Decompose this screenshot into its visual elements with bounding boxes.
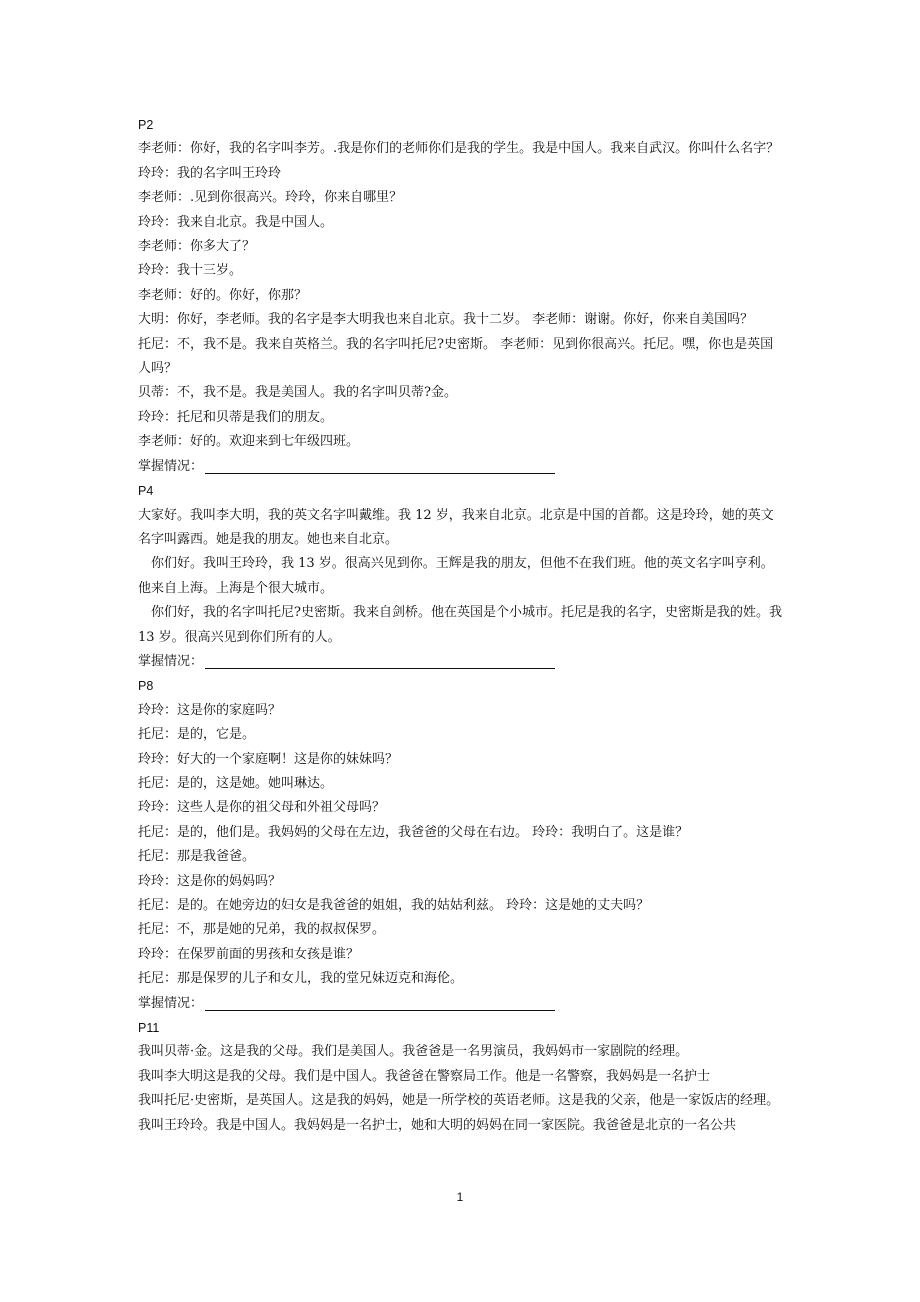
mastery-label: 掌握情况： [138, 458, 204, 474]
page-number: 1 [456, 1190, 464, 1204]
text-line: 我叫托尼·史密斯，是英国人。这是我的妈妈，她是一所学校的英语老师。这是我的父亲，他是一家饭店的经理。 [138, 1093, 780, 1109]
section-heading: P8 [138, 679, 154, 694]
text-line: 玲玲：这些人是你的祖父母和外祖父母吗？ [138, 800, 386, 816]
text-line: 玲玲：这是你的妈妈吗？ [138, 873, 282, 889]
section-p2 [138, 113, 783, 479]
mastery-row [138, 455, 783, 479]
text-line: 托尼：是的。在她旁边的妇女是我爸爸的姐姐，我的姑姑利兹。 玲玲：这是她的丈夫吗？ [138, 898, 650, 913]
document-body [138, 113, 783, 1138]
text-line: 我叫贝蒂·金。这是我的父母。我们是美国人。我爸爸是一名男演员，我妈妈市一家剧院的经理。 [138, 1044, 689, 1060]
text-line: 托尼：不，我不是。我来自英格兰。我的名字叫托尼?史密斯。 李老师：见到你很高兴。托尼。嘿，你也是英国人吗？ [138, 336, 774, 377]
text-line: 托尼：那是我爸爸。 [138, 849, 256, 865]
text-line: 托尼：是的，他们是。我妈妈的父母在左边，我爸爸的父母在右边。 玲玲：我明白了。这是谁？ [138, 824, 689, 840]
text-line: 托尼：是的，它是。 [138, 727, 256, 743]
mastery-label: 掌握情况： [138, 995, 204, 1011]
text-line: 大明：你好，李老师。我的名字是李大明我也来自北京。我十二岁。 李老师：谢谢。你好，你来自美国吗？ [138, 312, 754, 328]
text-line: 李老师：.见到你很高兴。玲玲，你来自哪里？ [138, 190, 403, 206]
section-heading: P4 [138, 484, 154, 499]
text-line: 你们好，我的名字叫托尼?史密斯。我来自剑桥。他在英国是个小城市。托尼是我的名字，史密斯是我的姓。我 13 岁。很高兴见到你们所有的人。 [138, 605, 782, 645]
text-line: 玲玲：我十三岁。 [138, 263, 243, 279]
text-line: 托尼：是的，这是她。她叫琳达。 [138, 775, 334, 791]
text-line: 我叫李大明这是我的父母。我们是中国人。我爸爸在警察局工作。他是一名警察，我妈妈是一名护士 [138, 1068, 711, 1084]
section-heading: P11 [138, 1021, 160, 1036]
section-p8 [138, 674, 783, 1016]
text-line: 玲玲：托尼和贝蒂是我们的朋友。 [138, 409, 334, 425]
mastery-blank-line[interactable] [205, 996, 555, 1011]
mastery-row [138, 650, 783, 674]
text-line: 托尼：那是保罗的儿子和女儿，我的堂兄妹迈克和海伦。 [138, 971, 464, 987]
mastery-label: 掌握情况： [138, 653, 204, 669]
section-p11 [138, 1016, 783, 1138]
section-p4 [138, 479, 783, 674]
section-heading: P2 [138, 118, 154, 132]
mastery-row [138, 992, 783, 1016]
text-line: 我叫王玲玲。我是中国人。我妈妈是一名护士，她和大明的妈妈在同一家医院。我爸爸是北京的一名公共 [138, 1117, 737, 1133]
text-line: 大家好。我叫李大明，我的英文名字叫戴维。我 12 岁，我来自北京。北京是中国的首都。这是玲玲，她的英文名字叫露西。她是我的朋友。她也来自北京。 [138, 507, 774, 547]
text-line: 托尼：不，那是她的兄弟，我的叔叔保罗。 [138, 922, 386, 938]
mastery-blank-line[interactable] [205, 654, 555, 669]
text-line: 你们好。我叫王玲玲，我 13 岁。很高兴见到你。王辉是我的朋友，但他不在我们班。他的英文名字叫亨利。他来自上海。上海是个很大城市。 [138, 556, 774, 596]
text-line: 李老师：好的。欢迎来到七年级四班。 [138, 434, 360, 450]
text-line: 玲玲：这是你的家庭吗？ [138, 702, 282, 718]
text-line: 李老师：好的。你好，你那？ [138, 287, 308, 303]
text-line: 玲玲：我来自北京。我是中国人。 [138, 214, 334, 230]
mastery-blank-line[interactable] [205, 459, 555, 474]
text-line: 李老师：你好，我的名字叫李芳。.我是你们的老师你们是我的学生。我是中国人。我来自武汉。你叫什么名字？ [138, 141, 780, 157]
text-line: 贝蒂：不，我不是。我是美国人。我的名字叫贝蒂?金。 [138, 385, 457, 401]
text-line: 玲玲：好大的一个家庭啊！这是你的妹妹吗？ [138, 751, 399, 767]
text-line: 玲玲：在保罗前面的男孩和女孩是谁？ [138, 946, 360, 962]
text-line: 李老师：你多大了？ [138, 239, 256, 255]
text-line: 玲玲：我的名字叫王玲玲 [138, 165, 282, 181]
